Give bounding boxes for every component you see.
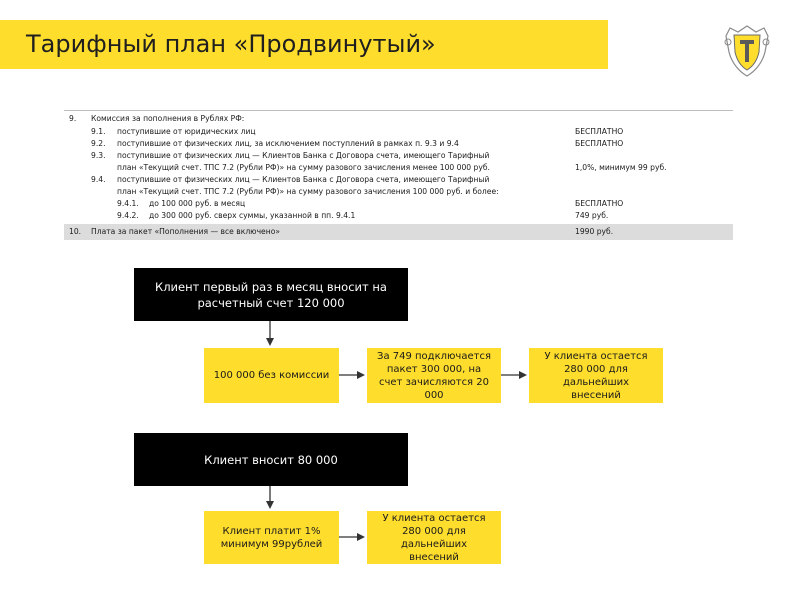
scenario1-step1-text: 100 000 без комиссии [213, 370, 330, 381]
row-text: поступившие от физических лиц, за исключением поступлений в рамках п. 9.3 и 9.4 [117, 139, 459, 148]
scenario2-step1-text: Клиент платит 1% минимум 99рублей [220, 525, 323, 550]
row-text: поступившие от физических лиц — Клиентов Банка с Договора счета, имеющего Тарифный [117, 151, 490, 160]
scenario2-start-box [134, 433, 408, 486]
row-number: 9.2. [91, 139, 106, 148]
scenario2-start-text: Клиент вносит 80 000 [204, 452, 338, 467]
row-value: 1990 руб. [575, 227, 614, 236]
page-title: Тарифный план «Продвинутый» [26, 30, 436, 58]
row-value: 1,0%, минимум 99 руб. [575, 163, 667, 172]
row-value: БЕСПЛАТНО [575, 199, 624, 208]
row-text: план «Текущий счет. ТПС 7.2 (Рубли РФ)» на сумму разового зачисления 100 000 руб. и более: [117, 187, 499, 196]
row-value: БЕСПЛАТНО [575, 139, 624, 148]
scenario1-step1-box [204, 348, 339, 403]
row-number: 9.1. [91, 127, 106, 136]
scenario1-step3-box [529, 348, 663, 403]
row-text: до 300 000 руб. сверх суммы, указанной в пп. 9.4.1 [149, 211, 356, 220]
scenario1-start-box [134, 268, 408, 321]
row-text: Плата за пакет «Пополнения — все включено» [91, 227, 280, 236]
scenario1-step3-text: У клиента остается 280 000 для дальнейших внесений [544, 350, 648, 401]
scenario1-start-text: Клиент первый раз в месяц вносит на расчетный счет 120 000 [155, 279, 387, 310]
scenario2-step2-text: У клиента остается 280 000 для дальнейших внесений [382, 512, 486, 563]
row-text: план «Текущий счет. ТПС 7.2 (Рубли РФ)» на сумму разового зачисления менее 100 000 руб. [117, 163, 490, 172]
row-number: 10. [69, 227, 82, 236]
scenario1-step2-text: За 749 подключается пакет 300 000, на счет зачисляются 20 000 [377, 350, 491, 401]
row-text: до 100 000 руб. в месяц [149, 199, 246, 208]
scenario2-step2-box [367, 511, 501, 564]
row-text: Комиссия за пополнения в Рублях РФ: [91, 114, 245, 123]
scenario1-step2-box [367, 348, 501, 403]
row-text: поступившие от юридических лиц [117, 127, 256, 136]
row-value: 749 руб. [575, 211, 609, 220]
row-number: 9.4.2. [117, 211, 139, 220]
row-value: БЕСПЛАТНО [575, 127, 624, 136]
row-number: 9.4.1. [117, 199, 139, 208]
row-text: поступившие от физических лиц — Клиентов Банка с Договора счета, имеющего Тарифный [117, 175, 490, 184]
row-number: 9.3. [91, 151, 106, 160]
scenario2-step1-box [204, 511, 339, 564]
row-number: 9.4. [91, 175, 106, 184]
row-number: 9. [69, 114, 77, 123]
